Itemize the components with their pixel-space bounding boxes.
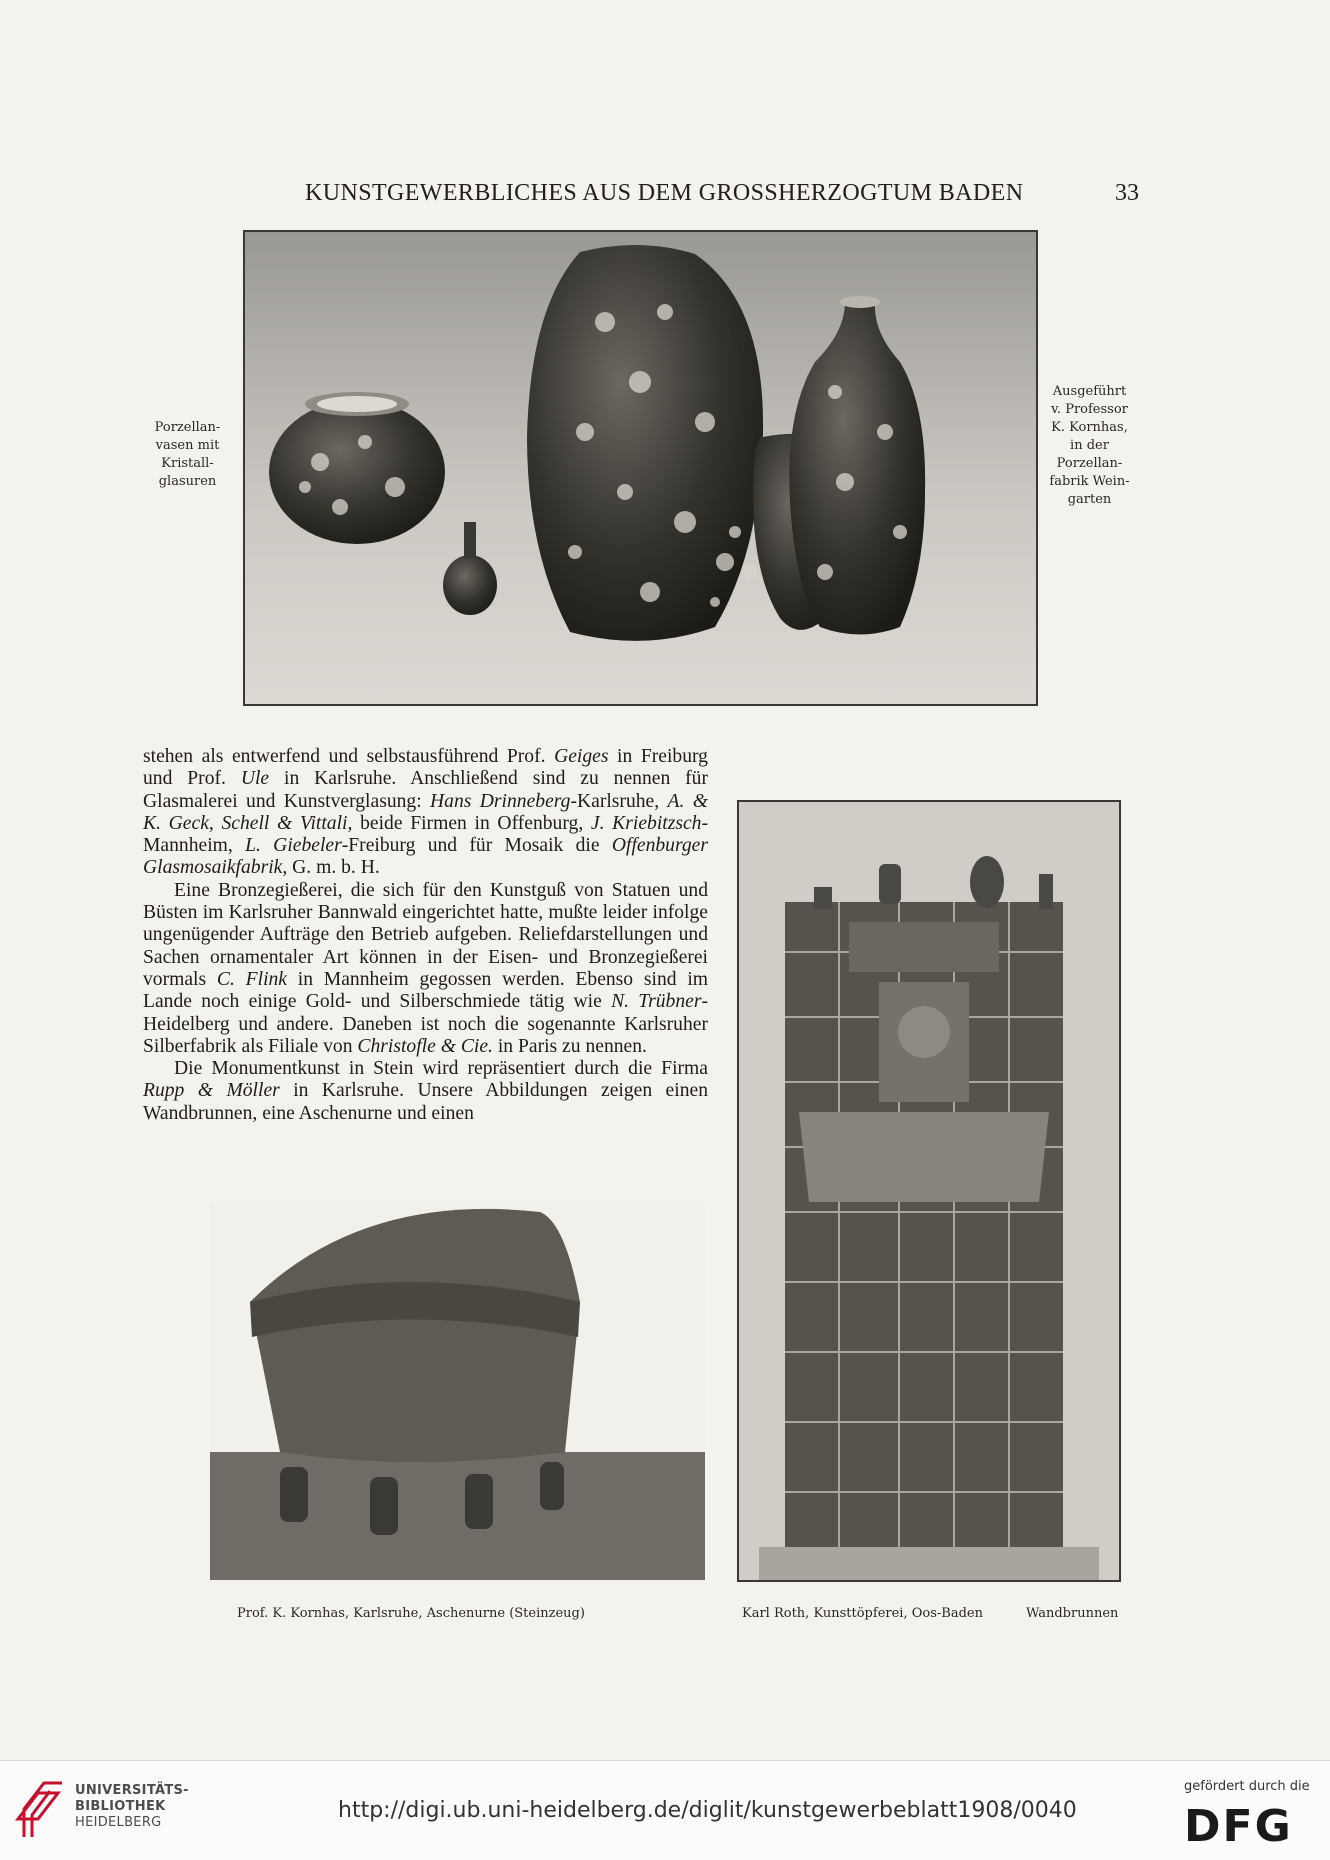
caption-line: in der bbox=[1070, 438, 1109, 453]
caption-line: Kristall- bbox=[161, 456, 214, 471]
text-run: in Paris zu nennen. bbox=[492, 1035, 647, 1057]
caption-line: Porzellan- bbox=[1056, 456, 1123, 471]
text-run: -Mannheim, bbox=[143, 812, 708, 857]
permalink-url[interactable]: http://digi.ub.uni-heidelberg.de/diglit/kunstgewerbeblatt1908/0040 bbox=[338, 1798, 1077, 1823]
text-run: N. Trübner bbox=[611, 991, 702, 1013]
caption-line: fabrik Wein- bbox=[1049, 474, 1130, 489]
library-name-line: BIBLIOTHEK bbox=[75, 1799, 166, 1814]
text-run: in Karlsruhe. Anschließend sind zu nennen für Glasmalerei und Kunstverglasung: bbox=[143, 768, 708, 812]
text-run: C. Flink bbox=[216, 968, 288, 990]
fountain-illustration bbox=[739, 802, 1119, 1580]
text-run: stehen als entwerfend und selbstausführend Prof. bbox=[143, 746, 555, 767]
text-run: Eine Bronzegießerei, die sich für den Kunstguß von Statuen und Büsten im Karlsruher Bannwald eingerichtet hatte, mußte leider infolge ungenügender Aufträge den Betrieb aufgeben. Reliefdarstellungen und Sachen ornamentaler Art können in der Eisen- und Bronzegießerei vormals bbox=[143, 879, 708, 990]
paragraph-2 bbox=[143, 880, 708, 1058]
fountain-caption-right: Wandbrunnen bbox=[1026, 1606, 1119, 1621]
caption-line: K. Kornhas, bbox=[1051, 420, 1128, 435]
library-name bbox=[75, 1783, 189, 1831]
text-run: in Freiburg und Prof. bbox=[143, 746, 708, 790]
urn-caption: Prof. K. Kornhas, Karlsruhe, Aschenurne (Steinzeug) bbox=[237, 1606, 585, 1621]
university-library-logo-icon bbox=[14, 1779, 66, 1841]
library-name-line: UNIVERSITÄTS- bbox=[75, 1783, 189, 1798]
fountain-photo bbox=[737, 800, 1121, 1582]
urn-photo bbox=[210, 1202, 705, 1580]
caption-line: Porzellan- bbox=[154, 420, 221, 435]
fountain-caption-left: Karl Roth, Kunsttöpferei, Oos-Baden bbox=[742, 1606, 983, 1621]
text-run: in Mannheim gegossen werden. Ebenso sind im Lande noch einige Gold- und Silberschmiede tätig wie bbox=[143, 968, 709, 1013]
dfg-logo: DFG bbox=[1184, 1801, 1293, 1852]
funded-by-label: gefördert durch die bbox=[1184, 1779, 1310, 1794]
paragraph-1 bbox=[143, 746, 708, 880]
text-run: Die Monumentkunst in Stein wird repräsentiert durch die Firma bbox=[174, 1058, 708, 1080]
text-run: -Karlsruhe, bbox=[570, 790, 668, 812]
text-run: G. m. b. H. bbox=[287, 857, 380, 879]
text-run: J. Kriebitzsch bbox=[590, 812, 702, 834]
urn-illustration bbox=[210, 1202, 705, 1580]
library-name-line: HEIDELBERG bbox=[75, 1815, 162, 1830]
vases-left-caption bbox=[140, 419, 235, 491]
text-run: Rupp & Möller bbox=[143, 1080, 280, 1102]
text-run: -Freiburg und für Mosaik die bbox=[341, 835, 612, 857]
text-run: beide Firmen in Offenburg, bbox=[352, 812, 591, 834]
vases-right-caption bbox=[1037, 383, 1142, 509]
text-run: A. & K. Geck, Schell & Vittali, bbox=[143, 790, 708, 834]
text-run: Hans Drinneberg bbox=[430, 790, 571, 812]
body-text bbox=[143, 746, 708, 1125]
vases-illustration bbox=[245, 232, 1036, 704]
page-number: 33 bbox=[1115, 180, 1139, 206]
text-run: in Karlsruhe. Unsere Abbildungen zeigen einen Wandbrunnen, eine Aschenurne und einen bbox=[143, 1080, 708, 1124]
text-run: -Heidelberg und andere. Daneben ist noch die sogenannte Karlsruher Silberfabrik als Filiale von bbox=[143, 991, 708, 1057]
caption-line: v. Professor bbox=[1051, 402, 1128, 417]
running-title: KUNSTGEWERBLICHES AUS DEM GROSSHERZOGTUM BADEN bbox=[305, 180, 1024, 206]
footer-bar bbox=[0, 1760, 1330, 1860]
caption-line: Ausgeführt bbox=[1052, 384, 1127, 399]
caption-line: vasen mit bbox=[155, 438, 220, 453]
text-run: L. Giebeler bbox=[245, 835, 342, 857]
caption-line: glasuren bbox=[158, 474, 217, 489]
paragraph-3 bbox=[143, 1058, 708, 1125]
text-run: Offenburger Glasmosaikfabrik, bbox=[143, 835, 709, 879]
caption-line: garten bbox=[1067, 492, 1112, 507]
text-run: Ule bbox=[240, 768, 270, 790]
text-run: Christofle & Cie. bbox=[357, 1035, 493, 1057]
text-run: Geiges bbox=[554, 746, 609, 767]
vases-photo bbox=[243, 230, 1038, 706]
